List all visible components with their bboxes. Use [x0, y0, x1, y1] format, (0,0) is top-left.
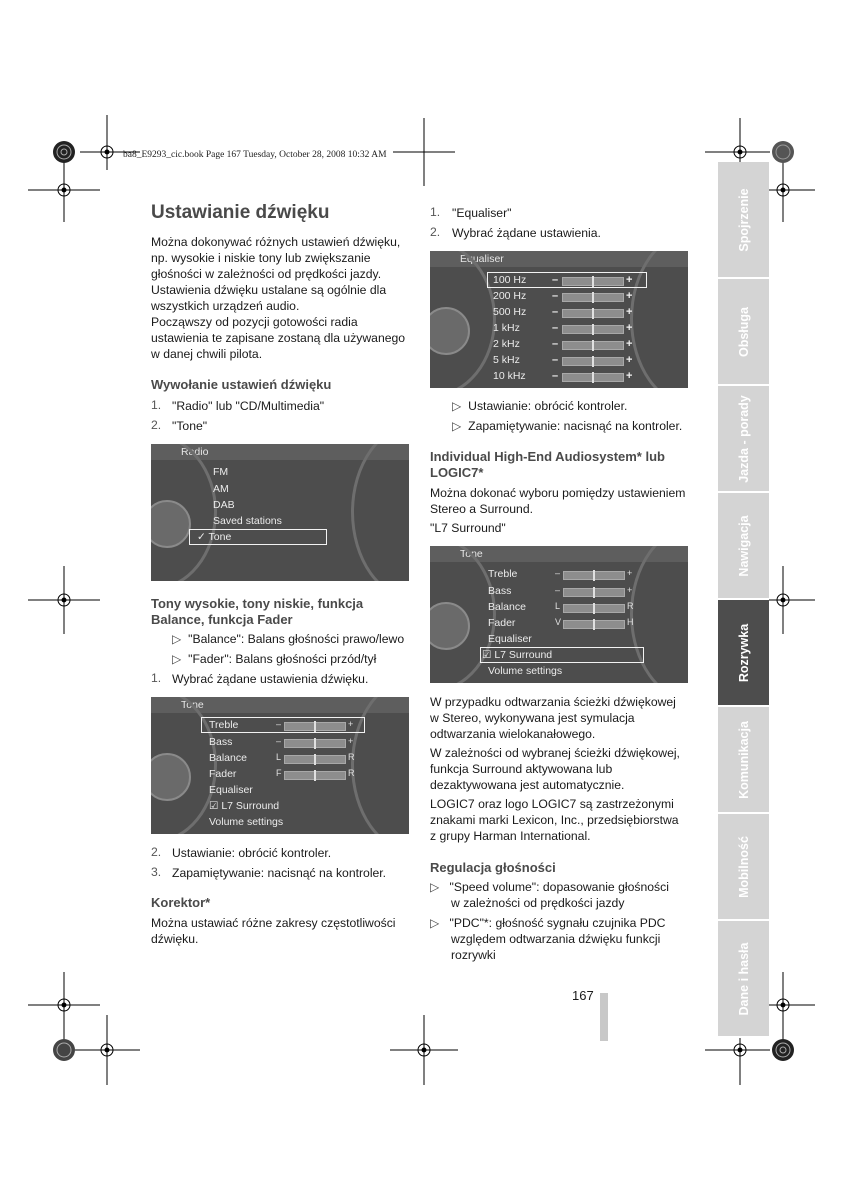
eq-band-label: 100 Hz: [493, 274, 527, 286]
slider-min-label: –: [276, 719, 282, 729]
eq-plus-label: +: [626, 354, 633, 366]
eq-slider-tick: [592, 356, 594, 367]
eq-plus-label: +: [626, 322, 633, 334]
tone-row-l7-surround: ☑ L7 Surround: [209, 800, 280, 812]
eq-plus-label: +: [626, 274, 633, 286]
bullet-pdc: ▷ "PDC"*: głośność sygnału czujnika PDC względem odtwarzania dźwięku funkcji rozrywki: [430, 916, 666, 962]
tone-row-equaliser: Equaliser: [488, 633, 532, 645]
menu-item-am: AM: [213, 483, 229, 495]
eq-band-label: 10 kHz: [493, 370, 526, 382]
slider-max-label: +: [348, 719, 354, 729]
eq-minus-label: –: [552, 322, 559, 334]
balance-slider: [563, 604, 625, 613]
eq-slider-tick: [592, 308, 594, 319]
side-tab-obsluga[interactable]: Obsługa: [718, 279, 769, 386]
tone-row-volume-settings: Volume settings: [209, 816, 284, 828]
step-number: 2.: [430, 225, 441, 239]
korektor-text: Można ustawiać różne zakresy częstotliwości dźwięku.: [151, 916, 396, 946]
selection-frame: [189, 529, 327, 545]
treble-slider: [284, 722, 346, 731]
section-heading-tone: Tony wysokie, tony niskie, funkcja Balance, funkcja Fader: [151, 596, 364, 627]
slider-max-label: R: [348, 752, 355, 762]
slider-min-label: –: [555, 585, 561, 595]
intro-paragraph-1: Można dokonywać różnych ustawień dźwięku, np. wysokie i niskie tony lub zwiększanie głośności w zależności od prędkości jazdy. Ustawienia dźwięku ustalane są ogólnie dla wszystkich urządzeń audio.: [151, 235, 401, 313]
tone-row-bass: Bass: [488, 585, 512, 597]
page-number-bar: [600, 993, 608, 1041]
tone-row-volume-settings: Volume settings: [488, 665, 563, 677]
radio-menu-screenshot: [151, 444, 409, 581]
slider-max-label: H: [627, 617, 634, 627]
slider-max-label: +: [627, 585, 633, 595]
menu-item-fm: FM: [213, 466, 229, 478]
step-number: 1.: [151, 671, 162, 685]
side-tab-nawigacja[interactable]: Nawigacja: [718, 493, 769, 600]
tone-menu-screenshot: [151, 697, 409, 834]
bass-slider: [284, 739, 346, 748]
tone-row-l7-surround: ☑ L7 Surround: [482, 649, 553, 661]
surround-paragraph: W zależności od wybranej ścieżki dźwiękowej, funkcja Surround aktywowana lub dezaktywowana jest automatycznie.: [430, 746, 680, 792]
eq-band-label: 5 kHz: [493, 354, 520, 366]
eq-slider-tick: [592, 276, 594, 287]
section-heading-korektor: Korektor*: [151, 895, 211, 910]
bullet-speed-volume: ▷ "Speed volume": dopasowanie głośności w zależności od prędkości jazdy: [430, 880, 669, 910]
side-tab-dane-i-hasla[interactable]: Dane i hasła: [718, 921, 769, 1038]
intro-paragraph-2: Począwszy od pozycji gotowości radia ustawienia te zapisane zostaną dla używanego w danej chwili pilota.: [151, 315, 406, 361]
step-text: Zapamiętywanie: nacisnąć na kontroler.: [172, 866, 387, 880]
slider-min-label: L: [555, 601, 561, 611]
eq-plus-label: +: [626, 370, 633, 382]
tone-row-treble: Treble: [488, 568, 518, 580]
bullet-balance: ▷ "Balance": Balans głośności prawo/lewo: [172, 632, 405, 646]
slider-max-label: +: [627, 568, 633, 578]
section-heading-call: Wywołanie ustawień dźwięku: [151, 377, 332, 392]
slider-min-label: F: [276, 768, 282, 778]
side-tab-jazda-porady[interactable]: Jazda - porady: [718, 386, 769, 493]
screen-title-bar: Equaliser: [430, 251, 688, 267]
eq-band-slider: [562, 325, 624, 334]
eq-slider-tick: [592, 372, 594, 383]
slider-min-label: L: [276, 752, 282, 762]
menu-item-dab: DAB: [213, 499, 235, 511]
eq-plus-label: +: [626, 338, 633, 350]
eq-band-slider: [562, 277, 624, 286]
step-number: 2.: [151, 418, 162, 432]
tone-row-fader: Fader: [209, 768, 237, 780]
eq-slider-tick: [592, 292, 594, 303]
eq-minus-label: –: [552, 290, 559, 302]
eq-plus-label: +: [626, 290, 633, 302]
eq-band-slider: [562, 309, 624, 318]
bullet-adjust: ▷ Ustawianie: obrócić kontroler.: [452, 399, 628, 413]
slider-max-label: R: [348, 768, 355, 778]
side-tab-komunikacja[interactable]: Komunikacja: [718, 707, 769, 814]
book-header: ba8_E9293_cic.book Page 167 Tuesday, October 28, 2008 10:32 AM: [123, 150, 387, 160]
eq-minus-label: –: [552, 370, 559, 382]
screen-title-bar: Tone: [151, 697, 409, 713]
page-number: 167: [572, 988, 594, 1003]
side-tab-spojrzenie[interactable]: Spojrzenie: [718, 162, 769, 279]
slider-min-label: V: [555, 617, 562, 627]
logic7-text: Można dokonać wyboru pomiędzy ustawieniem Stereo a Surround.: [430, 486, 686, 516]
fader-slider: [563, 620, 625, 629]
step-text: "Equaliser": [452, 206, 512, 220]
eq-band-slider: [562, 293, 624, 302]
step-number: 1.: [151, 398, 162, 412]
page-title: Ustawianie dźwięku: [151, 202, 330, 223]
step-text: Wybrać żądane ustawienia dźwięku.: [172, 672, 369, 686]
screen-title-bar: Tone: [430, 546, 688, 562]
logic7-option: "L7 Surround": [430, 521, 506, 535]
treble-slider: [563, 571, 625, 580]
step-text: "Radio" lub "CD/Multimedia": [172, 399, 325, 413]
step-text: Ustawianie: obrócić kontroler.: [172, 846, 332, 860]
fader-slider: [284, 771, 346, 780]
eq-band-slider: [562, 357, 624, 366]
tone-row-bass: Bass: [209, 736, 233, 748]
eq-band-slider: [562, 373, 624, 382]
menu-item-tone: ✓ Tone: [197, 531, 232, 543]
step-text: "Tone": [172, 419, 208, 433]
eq-band-label: 1 kHz: [493, 322, 520, 334]
eq-band-label: 500 Hz: [493, 306, 527, 318]
tone-row-balance: Balance: [209, 752, 247, 764]
side-tab-mobilnosc[interactable]: Mobilność: [718, 814, 769, 921]
slider-max-label: +: [348, 736, 354, 746]
tone-l7-screenshot: [430, 546, 688, 683]
side-tab-rozrywka[interactable]: Rozrywka: [718, 600, 769, 707]
screen-title-bar: Radio: [151, 444, 409, 460]
slider-min-label: –: [555, 568, 561, 578]
eq-band-slider: [562, 341, 624, 350]
tone-row-treble: Treble: [209, 719, 239, 731]
section-heading-logic7: Individual High-End Audiosystem* lub LOGIC7*: [430, 449, 665, 480]
eq-band-label: 200 Hz: [493, 290, 527, 302]
equaliser-screenshot: [430, 251, 688, 388]
bullet-store: ▷ Zapamiętywanie: nacisnąć na kontroler.: [452, 419, 683, 433]
bullet-fader: ▷ "Fader": Balans głośności przód/tył: [172, 652, 377, 666]
section-heading-volume: Regulacja głośności: [430, 860, 556, 875]
slider-max-label: R: [627, 601, 634, 611]
step-number: 3.: [151, 865, 162, 879]
step-text: Wybrać żądane ustawienia.: [452, 226, 601, 240]
trademark-paragraph: LOGIC7 oraz logo LOGIC7 są zastrzeżonymi znakami marki Lexicon, Inc., przedsiębiorstwa z grupy Harman International.: [430, 797, 679, 843]
eq-band-label: 2 kHz: [493, 338, 520, 350]
eq-minus-label: –: [552, 338, 559, 350]
eq-minus-label: –: [552, 274, 559, 286]
step-number: 2.: [151, 845, 162, 859]
eq-plus-label: +: [626, 306, 633, 318]
step-number: 1.: [430, 205, 441, 219]
stereo-paragraph: W przypadku odtwarzania ścieżki dźwiękowej w Stereo, wykonywana jest symulacja odtwarzania wielokanałowego.: [430, 695, 676, 741]
eq-minus-label: –: [552, 306, 559, 318]
eq-slider-tick: [592, 340, 594, 351]
eq-slider-tick: [592, 324, 594, 335]
tone-row-equaliser: Equaliser: [209, 784, 253, 796]
menu-item-saved-stations: Saved stations: [213, 515, 282, 527]
slider-min-label: –: [276, 736, 282, 746]
balance-slider: [284, 755, 346, 764]
tone-row-fader: Fader: [488, 617, 516, 629]
tone-row-balance: Balance: [488, 601, 526, 613]
bass-slider: [563, 588, 625, 597]
eq-minus-label: –: [552, 354, 559, 366]
